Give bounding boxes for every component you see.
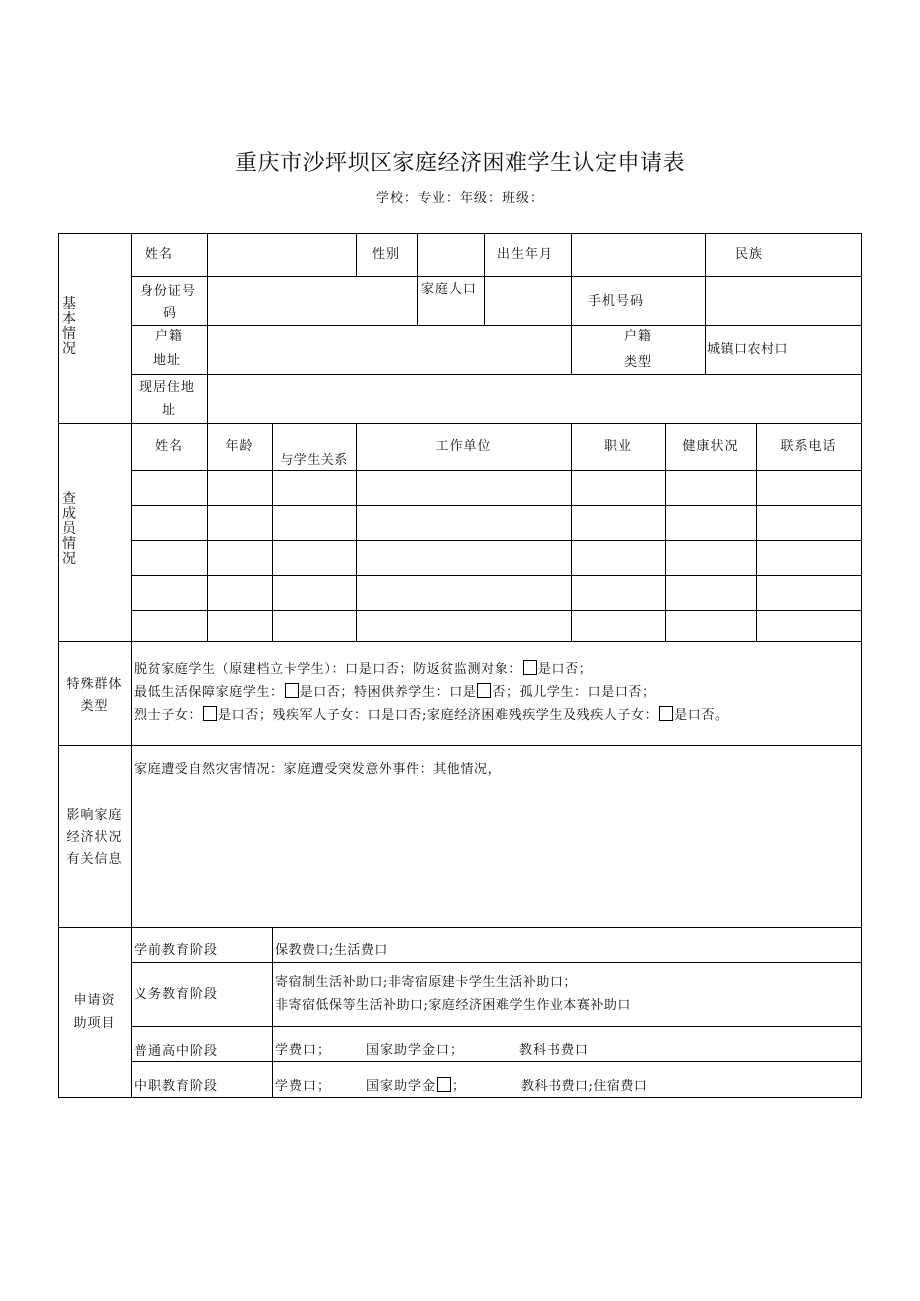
aid-vocational-grant-b: ； xyxy=(452,1079,467,1094)
label-current-address: 现居住地 xyxy=(139,380,196,395)
aid-vocational-books: 教科书费口;住宿费口 xyxy=(521,1079,648,1094)
member-header-occupation: 职业 xyxy=(603,439,632,454)
aid-preschool-items: 保教费口;生活费口 xyxy=(275,943,388,958)
special-line-1 xyxy=(134,660,592,679)
label-hukou-type-2: 类型 xyxy=(624,355,653,370)
aid-compulsory-line-1: 寄宿制生活补助口;非寄宿原建卡学生生活补助口； xyxy=(275,975,577,990)
checkbox-icon[interactable] xyxy=(285,683,299,698)
member-header-health: 健康状况 xyxy=(682,439,739,454)
label-phone: 手机号码 xyxy=(588,294,645,309)
special-line-3b: 是口否；残疾军人子女：口是口否;家庭经济困难残疾学生及残疾人子女： xyxy=(218,708,659,723)
form-subtitle: 学校：专业：年级：班级： xyxy=(375,191,544,206)
checkbox-icon[interactable] xyxy=(203,706,217,721)
aid-vocational-grant-a: 国家助学金 xyxy=(366,1079,437,1094)
member-header-name: 姓名 xyxy=(154,439,183,454)
label-family-size: 家庭人口 xyxy=(421,282,478,297)
member-header-employer: 工作单位 xyxy=(435,439,492,454)
influence-text: 家庭遭受自然灾害情况：家庭遭受突发意外事件：其他情况， xyxy=(134,762,502,777)
special-line-1a: 脱贫家庭学生（原建档立卡学生）：口是口否；防返贫监测对象： xyxy=(134,662,522,677)
aid-label: 申请资 xyxy=(73,993,116,1008)
aid-compulsory-label: 义务教育阶段 xyxy=(134,987,219,1002)
label-id-number: 身份证号 xyxy=(140,284,197,299)
label-name: 姓名 xyxy=(145,247,174,262)
special-line-2c: 否；孤儿学生：口是口否； xyxy=(492,685,656,700)
label-ethnicity: 民族 xyxy=(735,247,764,262)
aid-compulsory-line-2: 非寄宿低保等生活补助口;家庭经济困难学生作业本赛补助口 xyxy=(275,998,631,1013)
aid-vocational-fee: 学费口； xyxy=(275,1079,332,1094)
label-id-number-2: 码 xyxy=(163,306,178,321)
checkbox-icon[interactable] xyxy=(477,683,491,698)
aid-highschool-fee: 学费口； xyxy=(275,1043,332,1058)
aid-highschool-grant: 国家助学金口； xyxy=(366,1043,465,1058)
special-line-3a: 烈士子女： xyxy=(134,708,203,723)
section-members-label: 查 成 员 情 况 xyxy=(62,491,76,567)
influence-label: 影响家庭 xyxy=(66,808,123,823)
special-line-2b: 是口否；特困供养学生：口是 xyxy=(299,685,477,700)
aid-preschool-label: 学前教育阶段 xyxy=(134,943,219,958)
special-line-1b: 是口否； xyxy=(537,662,593,677)
aid-label-2: 助项目 xyxy=(73,1016,116,1031)
section-basic-label: 基 本 情 况 xyxy=(62,296,76,357)
aid-vocational-label: 中职教育阶段 xyxy=(134,1079,219,1094)
member-header-phone: 联系电话 xyxy=(780,439,837,454)
form-title: 重庆市沙坪坝区家庭经济困难学生认定申请表 xyxy=(234,151,685,176)
checkbox-icon[interactable] xyxy=(437,1077,451,1092)
member-header-relation: 与学生关系 xyxy=(280,453,348,468)
label-gender: 性别 xyxy=(372,247,401,262)
label-hukou-address-2: 地址 xyxy=(153,353,182,368)
hukou-type-options: 城镇口农村口 xyxy=(707,342,789,357)
influence-label-2: 经济状况 xyxy=(66,830,123,845)
special-line-3c: 是口否。 xyxy=(674,708,729,723)
member-header-age: 年龄 xyxy=(225,439,254,454)
label-birth: 出生年月 xyxy=(497,247,554,262)
checkbox-icon[interactable] xyxy=(523,660,537,675)
label-hukou-address: 户籍 xyxy=(155,329,184,344)
label-hukou-type: 户籍 xyxy=(624,329,653,344)
special-line-2a: 最低生活保障家庭学生： xyxy=(134,685,284,700)
aid-vocational-grant xyxy=(366,1077,466,1096)
aid-highschool-books: 教科书费口 xyxy=(519,1043,590,1058)
checkbox-icon[interactable] xyxy=(659,706,673,721)
aid-highschool-label: 普通高中阶段 xyxy=(134,1044,219,1059)
influence-label-3: 有关信息 xyxy=(66,852,123,867)
special-line-3 xyxy=(134,706,729,725)
special-label: 特殊群体 xyxy=(66,677,123,692)
special-line-2 xyxy=(134,683,656,702)
label-current-address-2: 址 xyxy=(162,403,177,418)
special-label-2: 类型 xyxy=(80,699,109,714)
